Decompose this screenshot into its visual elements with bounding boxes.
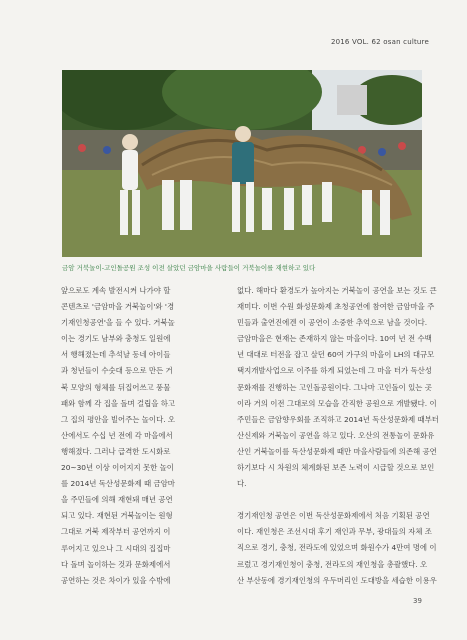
right-line: 산 부산동에 경기재인청의 우두머리인 도대방을 세습한 이용우	[237, 575, 437, 585]
left-line: 행해졌다. 그러나 급격한 도시화로	[61, 446, 171, 456]
left-line: 북 모양의 형체를 뒤집어쓰고 풍물	[61, 382, 171, 392]
left-line: 을 주민들에 의해 재현돼 매년 공연	[61, 495, 173, 505]
left-line: 공연하는 것은 차이가 있을 수밖에	[61, 575, 171, 585]
right-line: 이다. 재인청은 조선시대 후기 재인과 무부, 광대들의 자체 조	[237, 527, 432, 537]
page-number: 39	[413, 597, 422, 605]
left-line: 루어지고 있으나 그 시대의 집집마	[61, 543, 171, 553]
right-line: 년 대대로 터전을 잡고 살던 60여 가구의 마을이 LH의 대규모	[237, 350, 435, 360]
photo-illustration	[62, 70, 422, 257]
left-line: 다 돌며 놀이하는 것과 문화제에서	[61, 559, 171, 569]
left-line: 패와 함께 각 집을 돌며 걸립을 하고	[61, 398, 176, 408]
right-line: 민들과 출연진에겐 이 공연이 소중한 추억으로 남을 것이다.	[237, 318, 428, 328]
right-line: 금암마을은 현재는 존재하지 않는 마을이다. 10여 년 전 수백	[237, 334, 432, 344]
right-line: 르렀고 경기재인청이 충청, 전라도의 재인청을 총괄했다. 오	[237, 559, 428, 569]
left-line: 산에서도 수십 년 전에 각 마을에서	[61, 430, 173, 440]
vest	[232, 142, 254, 184]
left-line: 이는 경기도 남부와 충청도 일원에	[61, 334, 171, 344]
running-header: 2016 VOL. 62 osan culture	[330, 38, 429, 46]
right-line: 직으로 경기, 충청, 전라도에 있었으며 화원수가 4만여 명에 이	[237, 543, 437, 553]
right-line: 하기보다 시 차원의 체계화된 보존 노력이 시급할 것으로 보인	[237, 463, 435, 473]
right-line: 없다. 해마다 환경도가 높아지는 거북놀이 공연을 보는 것도 큰	[237, 286, 437, 295]
left-line: 그 집의 평안을 빌어주는 놀이다. 오	[61, 414, 176, 424]
right-line: 재미다. 이번 수원 화성문화제 초청공연에 참여한 금암마을 주	[237, 302, 435, 312]
left-line: 를 2014년 독산성문화제 때 금암마	[61, 479, 175, 489]
left-line: 되고 있다. 재현된 거북놀이는 원형	[61, 511, 173, 521]
left-line: 과 청년들이 수숫대 등으로 만든 거	[61, 366, 173, 376]
right-line: 문화재를 진행하는 고인돌공원이다. 그나마 고인돌이 있는 곳	[237, 382, 432, 392]
left-line: 서 행해졌는데 추석날 동네 아이들	[61, 350, 171, 360]
left-line: 그대로 거북 제작부터 공연까지 이	[61, 527, 171, 537]
right-line: 산신제와 거북놀이 공연을 하고 있다. 오산의 전통놀이 문화유	[237, 430, 435, 440]
right-line: 산인 거북놀이를 독산성문화제 때만 마을사람들에 의존해 공연	[237, 446, 437, 456]
turtle-play-photo	[62, 70, 422, 257]
right-line: 다.	[237, 479, 247, 489]
photo-caption: 금암 거북놀이-고인돌공원 조성 이전 살았던 금암마을 사람들이 거북놀이를 재현하고 있다	[62, 264, 316, 272]
right-line: 경기재인청 공연은 이번 독산성문화제에서 처음 기획된 공연	[237, 511, 430, 521]
right-line: 택지개발사업으로 이주를 하게 되었는데 그 마을 터가 독산성	[237, 366, 432, 376]
left-line: 20~30년 이상 이어지지 못한 놀이	[61, 463, 174, 473]
building	[337, 85, 367, 115]
right-column	[237, 283, 439, 589]
right-line: 이라 거의 이전 그대로의 모습을 간직한 공원으로 개발됐다. 이	[237, 398, 437, 408]
left-line: 앞으로도 계속 발전시켜 나가야 할	[61, 286, 171, 295]
paragraph-gap	[237, 492, 423, 508]
left-column	[61, 283, 223, 589]
left-line: 콘텐츠로 '금암마을 거북놀이'와 '경	[61, 302, 175, 312]
left-line: 기재인청공연'을 들 수 있다. 거북놀	[61, 318, 175, 328]
right-line: 주민들은 금암향우회를 조직하고 2014년 독산성문화제 때부터	[237, 414, 439, 424]
